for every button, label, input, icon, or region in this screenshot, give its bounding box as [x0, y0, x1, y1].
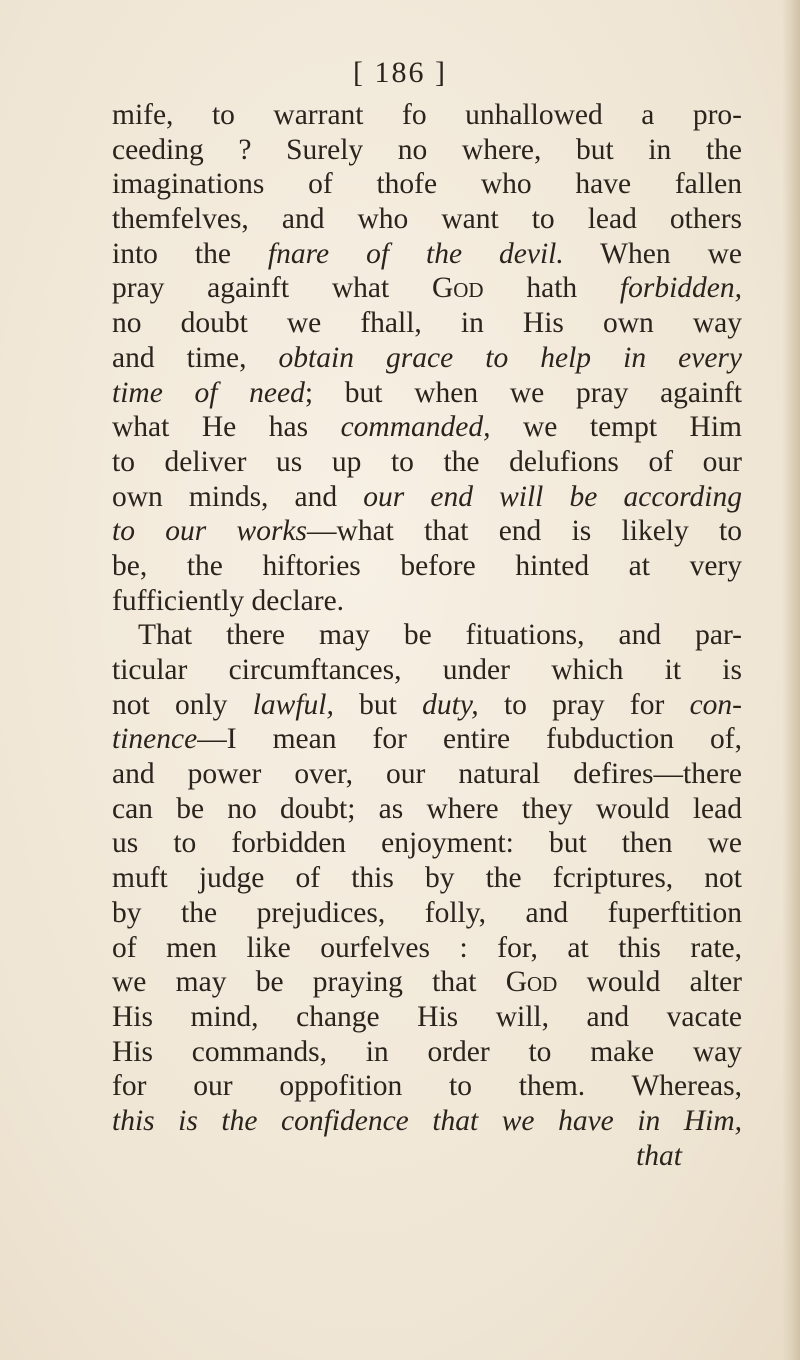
text-line: [112, 306, 742, 341]
text-line: [112, 98, 742, 133]
text-line: [112, 549, 742, 584]
text-line: [112, 480, 742, 515]
italic-run: fnare of the devil.: [267, 237, 564, 270]
text-run: we may be praying that: [112, 966, 506, 999]
text-line: [112, 133, 742, 168]
text-run: us to forbidden enjoyment: but then we: [112, 827, 742, 860]
italic-run: to our works: [112, 515, 308, 548]
text-line: [112, 826, 742, 861]
text-run: That there may be fituations, and par-: [138, 619, 742, 652]
text-run: themfelves, and who want to lead others: [112, 203, 742, 236]
text-run: fufficiently declare.: [112, 584, 345, 617]
text-line: [112, 202, 742, 237]
text-line: [112, 965, 742, 1000]
italic-run: commanded,: [340, 411, 491, 444]
text-line: [112, 1000, 742, 1035]
text-run: ; but when we pray againft: [304, 376, 742, 409]
italic-run: lawful,: [252, 688, 334, 721]
text-line: [112, 1035, 742, 1070]
text-line: [112, 792, 742, 827]
text-run: we tempt Him: [490, 411, 742, 444]
catchword-text: that: [636, 1139, 682, 1172]
text-line: [112, 931, 742, 966]
text-line: [112, 445, 742, 480]
text-run: would alter: [557, 966, 742, 999]
text-run: to pray for: [478, 688, 690, 721]
text-run: not only: [112, 688, 253, 721]
text-line: [112, 237, 742, 272]
italic-run: duty,: [422, 688, 479, 721]
text-run: own minds, and: [112, 480, 364, 513]
italic-run: obtain grace to help in every: [278, 341, 742, 374]
text-run: When we: [563, 237, 742, 270]
text-run: no doubt we fhall, in His own way: [112, 307, 742, 340]
italic-run: tinence: [112, 723, 198, 756]
text-run: pray againft what: [112, 272, 432, 305]
small-caps-run: God: [431, 272, 484, 305]
text-line: [112, 341, 742, 376]
text-run: of men like ourfelves : for, at this rate,: [112, 931, 742, 964]
text-line: [112, 757, 742, 792]
italic-run: forbidden,: [619, 272, 742, 305]
text-run: hath: [483, 272, 620, 305]
text-line: [112, 688, 742, 723]
text-line: [112, 1104, 742, 1139]
text-run: for our oppofition to them. Whereas,: [112, 1070, 742, 1103]
italic-run: our end will be according: [363, 480, 742, 513]
text-run: be, the hiftories before hinted at very: [112, 549, 742, 582]
text-line: [112, 167, 742, 202]
italic-run: this is the confidence that we have in Him,: [112, 1104, 742, 1137]
small-caps-run: God: [505, 966, 558, 999]
text-run: His commands, in order to make way: [112, 1035, 742, 1068]
text-line: [112, 896, 742, 931]
text-line: [112, 514, 742, 549]
page-edge-shadow: [782, 0, 800, 1360]
text-run: —I mean for entire fubduction of,: [197, 723, 742, 756]
text-run: to deliver us up to the delufions of our: [112, 445, 742, 478]
italic-run: con-: [689, 688, 742, 721]
text-run: and time,: [112, 341, 279, 374]
text-run: can be no doubt; as where they would lead: [112, 792, 742, 825]
text-line: [112, 1069, 742, 1104]
text-run: imaginations of thofe who have fallen: [112, 168, 742, 201]
text-run: His mind, change His will, and vacate: [112, 1000, 742, 1033]
text-line: [112, 653, 742, 688]
catchword: [112, 1139, 742, 1174]
page-number: [ 186 ]: [353, 56, 447, 89]
text-run: what He has: [112, 411, 341, 444]
text-line: [112, 410, 742, 445]
text-run: mife, to warrant fo unhallowed a pro-: [112, 99, 742, 131]
italic-run: time of need: [112, 376, 305, 409]
text-run: muft judge of this by the fcriptures, not: [112, 862, 742, 895]
text-run: by the prejudices, folly, and fuperftition: [112, 896, 742, 929]
text-run: ticular circumftances, under which it is: [112, 654, 742, 686]
text-run: into the: [112, 237, 268, 270]
text-line: [112, 722, 742, 757]
text-line: [112, 584, 742, 619]
text-run: ceeding ? Surely no where, but in the: [112, 133, 742, 166]
page-text: [112, 98, 742, 1173]
text-run: but: [333, 688, 423, 721]
text-line: [112, 861, 742, 896]
text-line: [112, 376, 742, 411]
text-run: —what that end is likely to: [307, 515, 742, 548]
text-line: [112, 618, 742, 653]
text-run: and power over, our natural defires—there: [112, 758, 742, 791]
text-line: [112, 271, 742, 306]
